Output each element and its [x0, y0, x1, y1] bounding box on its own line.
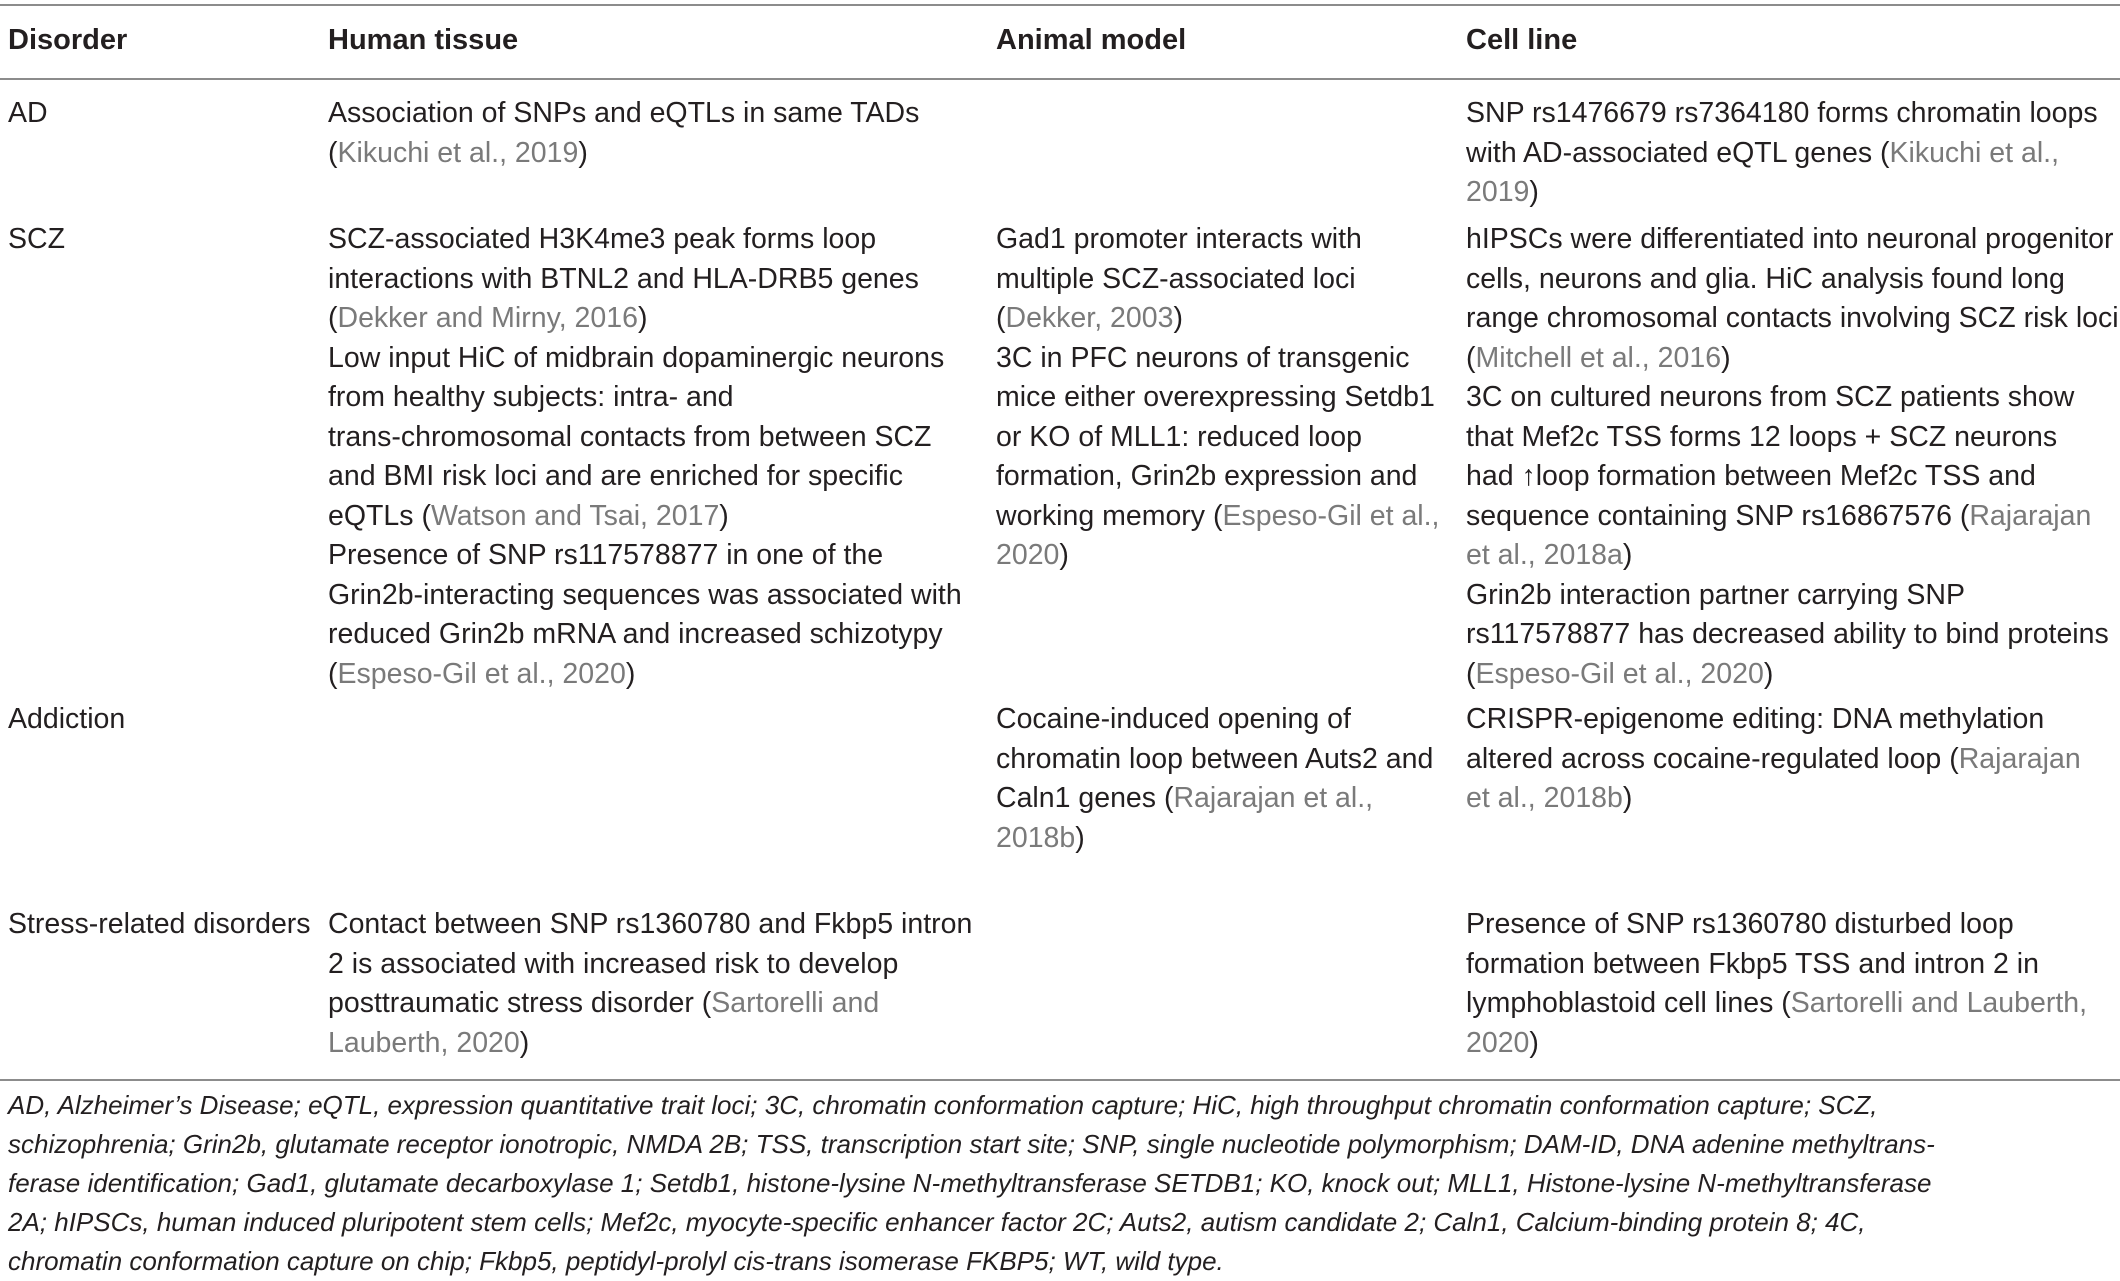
cell-line-text [328, 457, 988, 497]
cell-text: ) [719, 499, 729, 532]
footnote-line: chromatin conformation capture on chip; Fkbp5, peptidyl-prolyl cis-trans isomerase FKBP5; WT, wild type. [8, 1246, 1224, 1276]
footnote-line: ferase identification; Gad1, glutamate decarboxylase 1; Setdb1, histone-lysine N-methyltransferase SETDB1; KO, knock out; MLL1, Histone-lysine N-methyltransferase [8, 1168, 1932, 1198]
cell-line-text [1466, 339, 2116, 379]
citation-link[interactable]: Espeso-Gil et al., 2020 [1475, 657, 1764, 690]
cell-line-text [1466, 740, 2116, 780]
cell-line-text [328, 220, 988, 260]
cell-line-text [328, 339, 988, 379]
citation-link[interactable]: Espeso-Gil et al., 2020 [337, 657, 626, 690]
citation-link[interactable]: et al., 2018b [1466, 782, 1623, 814]
cell-line-text [328, 497, 988, 537]
cell-line-text [1466, 700, 2116, 740]
cell-text: ) [637, 302, 648, 334]
cell-line-text [1466, 576, 2116, 616]
cell-line-text [1466, 134, 2116, 174]
cell-line-text [996, 779, 1456, 819]
footnote-line: schizophrenia; Grin2b, glutamate receptor ionotropic, NMDA 2B; TSS, transcription start site; SNP, single nucleotide polymorphism; DAM-ID, DNA adenine methyltrans- [8, 1129, 1935, 1159]
cell-text: ) [1075, 821, 1085, 854]
cell-cell-line [1466, 94, 2116, 213]
header-cell-line: Cell line [1466, 24, 1578, 56]
cell-line-text [328, 905, 988, 945]
cell-text: Presence of SNP rs117578877 in one of the [328, 539, 884, 571]
citation-link[interactable]: Kikuchi et al., 2019 [337, 136, 579, 169]
citation-link[interactable]: Watson and Tsai, 2017 [430, 499, 720, 532]
cell-line-text [1466, 779, 2116, 819]
cell-line-text [996, 220, 1456, 260]
cell-text: 3C in PFC neurons of transgenic [996, 341, 1410, 374]
cell-line-text [328, 1024, 988, 1064]
cell-disorder [8, 700, 318, 740]
cell-text: with AD-associated eQTL genes ( [1466, 136, 1890, 169]
cell-line-text [1466, 378, 2116, 418]
citation-link[interactable]: et al., 2018a [1466, 539, 1623, 571]
citation-link[interactable]: Lauberth, 2020 [328, 1026, 520, 1059]
cell-text: Contact between SNP rs1360780 and Fkbp5 intron [328, 908, 973, 940]
cell-line-text [996, 418, 1456, 458]
cell-text: SCZ-associated H3K4me3 peak forms loop [328, 223, 877, 255]
cell-line-text [328, 134, 988, 174]
cell-text: CRISPR-epigenome editing: DNA methylation [1466, 703, 2045, 735]
cell-line-text [996, 299, 1456, 339]
cell-text: mice either overexpressing Setdb1 [996, 381, 1435, 413]
cell-line-text [328, 299, 988, 339]
cell-text: from healthy subjects: intra- and [328, 381, 734, 413]
cell-text: Presence of SNP rs1360780 disturbed loop [1466, 908, 2014, 940]
cell-line-text [1466, 94, 2116, 134]
cell-text: Association of SNPs and eQTLs in same TADs [328, 97, 920, 129]
cell-line-text [1466, 655, 2116, 695]
cell-line-text [328, 536, 988, 576]
cell-line-text [1466, 984, 2116, 1024]
cell-line-text [328, 260, 988, 300]
citation-link[interactable]: Dekker and Mirny, 2016 [337, 302, 638, 334]
cell-line-text [1466, 945, 2116, 985]
cell-line-text [1466, 418, 2116, 458]
cell-text: ( [328, 302, 338, 334]
cell-text: altered across cocaine-regulated loop ( [1466, 742, 1959, 775]
cell-human-tissue [328, 905, 988, 1063]
cell-text: trans-chromosomal contacts from between SCZ [328, 420, 932, 453]
cell-line-text [1466, 299, 2119, 339]
citation-link[interactable]: 2020 [1466, 1026, 1530, 1059]
cell-text: formation between Fkbp5 TSS and intron 2 in [1466, 947, 2039, 980]
citation-link[interactable]: 2018b [996, 821, 1076, 854]
table-footnote [8, 1086, 2114, 1281]
cell-text: ( [328, 657, 338, 690]
cell-line-text [996, 260, 1456, 300]
cell-line-text [328, 576, 988, 616]
cell-text: ( [1466, 341, 1476, 374]
cell-animal-model [996, 220, 1456, 576]
cell-text: ) [1622, 539, 1633, 571]
cell-cell-line [1466, 220, 2119, 694]
cell-line-text [996, 339, 1456, 379]
citation-link[interactable]: Rajarajan et al., [1173, 782, 1374, 814]
cell-line-text [1466, 1024, 2116, 1064]
cell-text: had ↑loop formation between Mef2c TSS and [1466, 460, 2036, 492]
cell-line-text [328, 655, 988, 695]
citation-link[interactable]: Mitchell et al., 2016 [1475, 341, 1722, 374]
cell-text: interactions with BTNL2 and HLA-DRB5 genes [328, 262, 919, 295]
cell-text: 2 is associated with increased risk to develop [328, 947, 899, 980]
cell-text: ) [578, 136, 588, 169]
cell-text: rs117578877 has decreased ability to bind proteins [1466, 618, 2109, 650]
cell-text: working memory ( [996, 499, 1223, 532]
cell-text: Cocaine-induced opening of [996, 703, 1351, 735]
cell-line-text [1466, 220, 2116, 260]
cell-line-text [1466, 536, 2116, 576]
cell-text: cells, neurons and glia. HiC analysis found long [1466, 262, 2065, 295]
cell-text: ) [1529, 1026, 1539, 1059]
cell-text: 3C on cultured neurons from SCZ patients show [1466, 381, 2075, 413]
cell-text: ) [1529, 176, 1539, 208]
citation-link[interactable]: Dekker, 2003 [1005, 302, 1174, 334]
disorder-label: Addiction [8, 703, 126, 735]
cell-text: ( [1466, 657, 1476, 690]
cell-line-text [1466, 260, 2116, 300]
footnote-line: 2A; hIPSCs, human induced pluripotent stem cells; Mef2c, myocyte-specific enhancer factor 2C; Auts2, autism candidate 2; Caln1, Calcium-binding protein 8; 4C, [8, 1207, 1866, 1237]
citation-link[interactable]: 2020 [996, 539, 1060, 571]
disorder-label: AD [8, 97, 48, 129]
citation-link[interactable]: Kikuchi et al., [1889, 136, 2059, 169]
cell-text: ) [1721, 341, 1731, 374]
cell-text: chromatin loop between Auts2 and [996, 742, 1434, 775]
cell-text: Gad1 promoter interacts with [996, 223, 1362, 255]
disorder-label: Stress-related disorders [8, 908, 311, 940]
cell-line-text [1466, 497, 2116, 537]
cell-line-text [328, 945, 988, 985]
cell-line-text [996, 536, 1456, 576]
cell-text: hIPSCs were differentiated into neuronal progenitor [1466, 223, 2114, 255]
cell-text: multiple SCZ-associated loci [996, 262, 1356, 295]
cell-line-text [328, 615, 988, 655]
citation-link[interactable]: Rajarajan [1969, 499, 2092, 532]
citation-link[interactable]: Espeso-Gil et al., [1222, 499, 1440, 532]
cell-human-tissue [328, 220, 988, 694]
cell-line-text [996, 819, 1456, 859]
header-human-tissue: Human tissue [328, 24, 519, 56]
cell-text: eQTLs ( [328, 499, 431, 532]
cell-line-text [328, 418, 988, 458]
cell-text: posttraumatic stress disorder ( [328, 987, 712, 1019]
cell-cell-line [1466, 700, 2116, 819]
cell-line-text [1466, 905, 2116, 945]
cell-disorder [8, 220, 318, 260]
cell-text: Grin2b-interacting sequences was associated with [328, 578, 962, 611]
cell-disorder [8, 94, 318, 134]
cell-line-text [996, 740, 1456, 780]
cell-line-text [1466, 173, 2116, 213]
cell-text: and BMI risk loci and are enriched for specific [328, 460, 904, 492]
cell-text: Low input HiC of midbrain dopaminergic neurons [328, 341, 945, 374]
cell-text: or KO of MLL1: reduced loop [996, 420, 1362, 453]
header-disorder: Disorder [8, 24, 128, 56]
footnote-line: AD, Alzheimer’s Disease; eQTL, expression quantitative trait loci; 3C, chromatin conformation capture; HiC, high throughput chromatin conformation capture; SCZ, [8, 1090, 1878, 1120]
cell-text: formation, Grin2b expression and [996, 460, 1418, 492]
cell-line-text [996, 497, 1456, 537]
cell-line-text [996, 378, 1456, 418]
table-header-rule [0, 78, 2120, 80]
cell-line-text [1466, 615, 2116, 655]
cell-text: ) [625, 657, 636, 690]
cell-line-text [996, 700, 1456, 740]
cell-text: SNP rs1476679 rs7364180 forms chromatin loops [1466, 97, 2098, 129]
table-bottom-rule [0, 1079, 2120, 1081]
cell-text: ) [1622, 782, 1633, 814]
cell-disorder [8, 905, 318, 945]
table-top-rule [0, 4, 2120, 6]
cell-text: ) [1763, 657, 1774, 690]
cell-text: ) [1059, 539, 1069, 571]
cell-cell-line [1466, 905, 2116, 1063]
cell-text: sequence containing SNP rs16867576 ( [1466, 499, 1970, 532]
cell-text: ( [996, 302, 1006, 334]
cell-text: ) [519, 1026, 530, 1059]
cell-text: range chromosomal contacts involving SCZ risk loci [1466, 302, 2119, 334]
header-animal-model: Animal model [996, 24, 1187, 56]
cell-text: ) [1173, 302, 1183, 334]
cell-text: that Mef2c TSS forms 12 loops + SCZ neurons [1466, 420, 2058, 453]
cell-line-text [1466, 457, 2116, 497]
citation-link[interactable]: Rajarajan [1958, 742, 2081, 775]
cell-line-text [996, 457, 1456, 497]
cell-line-text [328, 94, 988, 134]
disorder-label: SCZ [8, 223, 65, 255]
citation-link[interactable]: 2019 [1466, 176, 1530, 208]
cell-text: ( [328, 136, 338, 169]
citation-link[interactable]: Sartorelli and Lauberth, [1790, 987, 2088, 1019]
cell-line-text [328, 378, 988, 418]
cell-text: Grin2b interaction partner carrying SNP [1466, 578, 1965, 611]
cell-line-text [328, 984, 988, 1024]
cell-text: lymphoblastoid cell lines ( [1466, 987, 1791, 1019]
citation-link[interactable]: Sartorelli and [711, 987, 880, 1019]
cell-human-tissue [328, 94, 988, 173]
cell-text: reduced Grin2b mRNA and increased schizotypy [328, 618, 943, 650]
cell-animal-model [996, 700, 1456, 858]
cell-text: Caln1 genes ( [996, 782, 1174, 814]
